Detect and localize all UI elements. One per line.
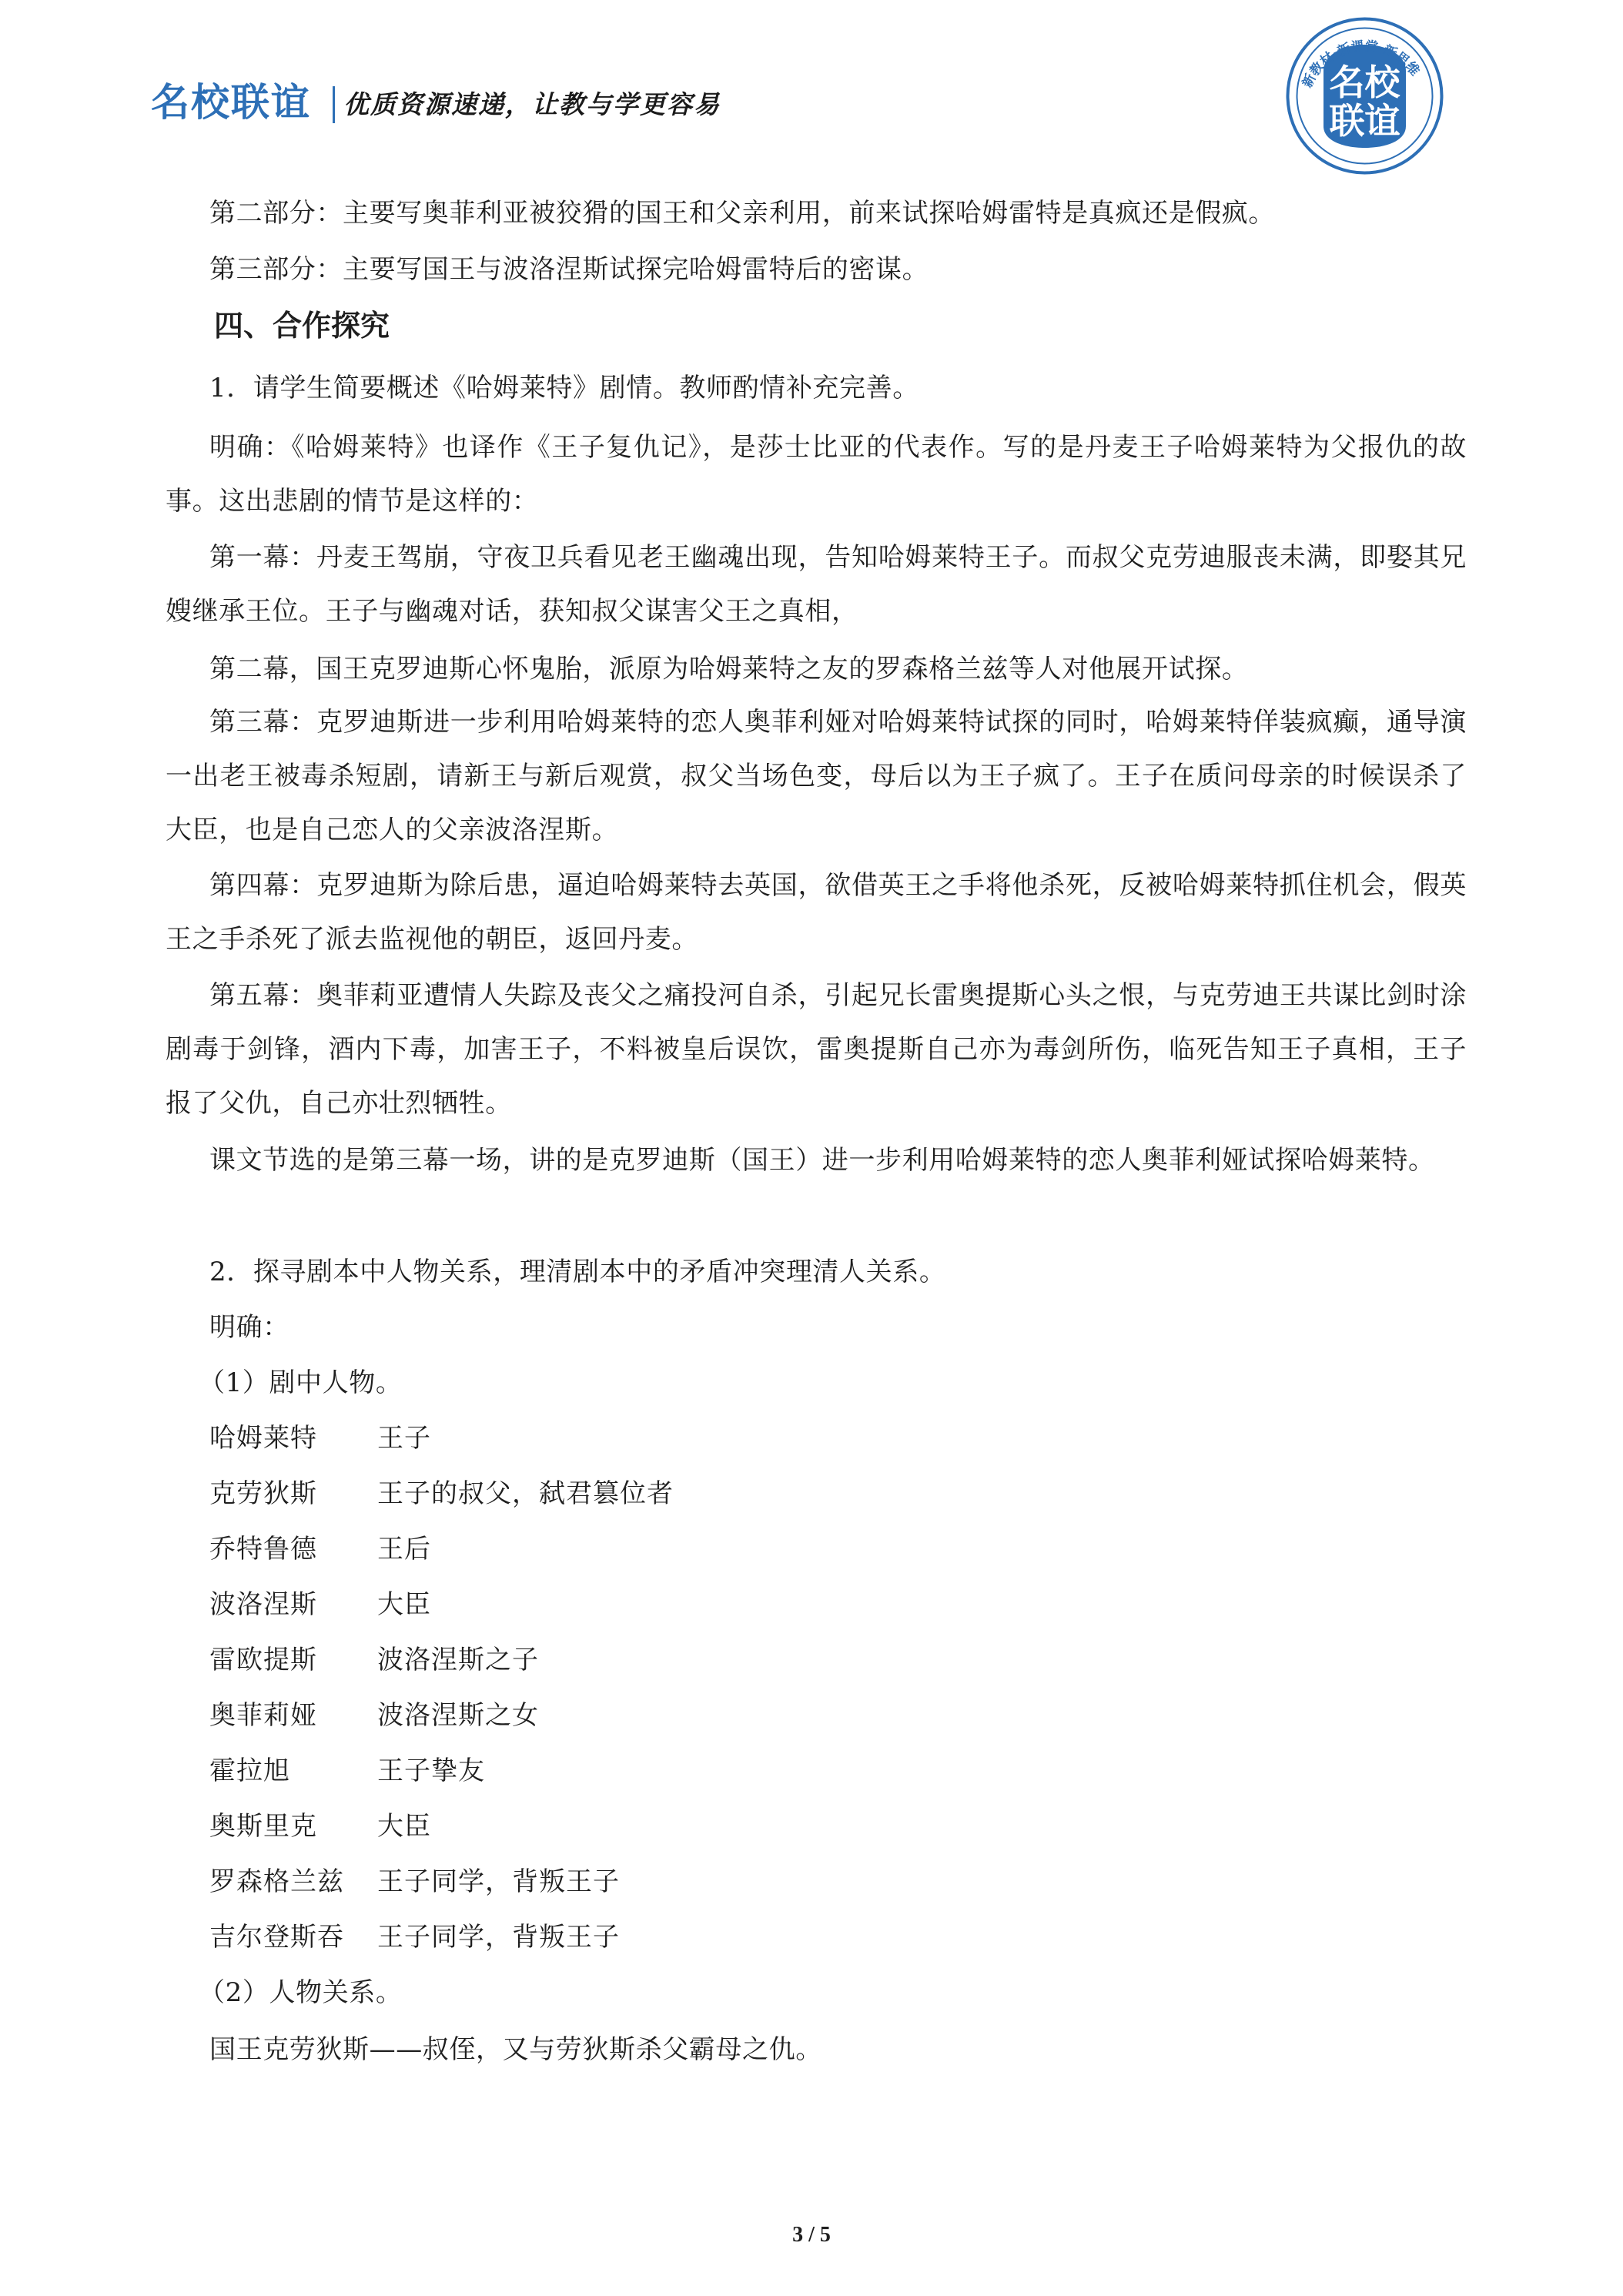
seal-title-top: 名校 xyxy=(1329,62,1400,103)
act1-paragraph: 第一幕：丹麦王驾崩，守夜卫兵看见老王幽魂出现，告知哈姆莱特王子。而叔父克劳迪服丧未满，即娶其兄嫂继承王位。王子与幽魂对话，获知叔父谋害父王之真相， xyxy=(166,542,1467,627)
section-heading: 四、合作探究 xyxy=(214,309,390,343)
character-desc: 波洛涅斯之子 xyxy=(377,1645,539,1675)
character-name: 奥菲莉娅 xyxy=(209,1700,317,1731)
header-slogan: 优质资源速递，让教与学更容易 xyxy=(343,89,721,119)
seal-ring-text: 新教材·新课堂·新思维 xyxy=(1300,38,1423,91)
act3-paragraph: 第三幕：克罗迪斯进一步利用哈姆莱特的恋人奥菲利娅对哈姆莱特试探的同时，哈姆莱特佯装疯癫，通导演一出老王被毒杀短剧，请新王与新后观赏，叔父当场色变，母后以为王子疯了。王子在质问母亲的时候误杀了大臣，也是自己恋人的父亲波洛涅斯。 xyxy=(166,707,1467,845)
seal-logo xyxy=(1286,17,1444,175)
character-desc: 波洛涅斯之女 xyxy=(377,1700,539,1731)
brand-logo-text: 名校联谊 xyxy=(151,80,311,125)
character-desc: 王子的叔父，弑君篡位者 xyxy=(377,1478,674,1509)
character-desc: 王子同学，背叛王子 xyxy=(377,1866,620,1897)
part3-text: 第三部分：主要写国王与波洛涅斯试探完哈姆雷特后的密谋。 xyxy=(209,254,929,285)
characters-heading: （1）剧中人物。 xyxy=(199,1367,403,1398)
question-2: 2．探寻剧本中人物关系，理清剧本中的矛盾冲突理清人关系。 xyxy=(209,1257,946,1287)
character-name: 吉尔登斯吞 xyxy=(209,1922,344,1953)
header-divider xyxy=(333,86,335,123)
character-name: 奥斯里克 xyxy=(209,1811,317,1842)
relation-line: 国王克劳狄斯——叔侄，又与劳狄斯杀父霸母之仇。 xyxy=(209,2034,822,2065)
mingque-paragraph: 明确：《哈姆莱特》也译作《王子复仇记》，是莎士比亚的代表作。写的是丹麦王子哈姆莱特为父报仇的故事。这出悲剧的情节是这样的： xyxy=(166,432,1467,517)
page-header xyxy=(0,0,1623,192)
act5-paragraph: 第五幕：奥菲莉亚遭情人失踪及丧父之痛投河自杀，引起兄长雷奥提斯心头之恨，与克劳迪王共谋比剑时涂剧毒于剑锋，酒内下毒，加害王子，不料被皇后误饮，雷奥提斯自己亦为毒剑所伤，临死告知王子真相，王子报了父仇，自己亦壮烈牺牲。 xyxy=(166,980,1467,1119)
act2-text: 第二幕，国王克罗迪斯心怀鬼胎，派原为哈姆莱特之友的罗森格兰兹等人对他展开试探。 xyxy=(209,654,1249,684)
excerpt-paragraph: 课文节选的是第三幕一场，讲的是克罗迪斯（国王）进一步利用哈姆莱特的恋人奥菲利娅试探哈姆莱特。 xyxy=(209,1145,1435,1176)
page-number: 3 / 5 xyxy=(792,2223,831,2247)
relations-heading: （2）人物关系。 xyxy=(199,1977,403,2008)
character-name: 哈姆莱特 xyxy=(209,1423,317,1454)
question-1: 1．请学生简要概述《哈姆莱特》剧情。教师酌情补充完善。 xyxy=(209,373,919,403)
act4-paragraph: 第四幕：克罗迪斯为除后患，逼迫哈姆莱特去英国，欲借英王之手将他杀死，反被哈姆莱特抓住机会，假英王之手杀死了派去监视他的朝臣，返回丹麦。 xyxy=(166,870,1467,955)
character-name: 雷欧提斯 xyxy=(209,1645,317,1675)
character-name: 乔特鲁德 xyxy=(209,1534,317,1565)
character-desc: 大臣 xyxy=(377,1589,431,1620)
part2-text: 第二部分：主要写奥菲利亚被狡猾的国王和父亲利用，前来试探哈姆雷特是真疯还是假疯。 xyxy=(209,198,1275,229)
character-desc: 王子挚友 xyxy=(377,1755,485,1786)
character-name: 克劳狄斯 xyxy=(209,1478,317,1509)
character-desc: 王后 xyxy=(377,1534,431,1565)
mingque-label: 明确： xyxy=(209,1312,289,1343)
character-desc: 王子 xyxy=(377,1423,431,1454)
character-desc: 大臣 xyxy=(377,1811,431,1842)
character-name: 波洛涅斯 xyxy=(209,1589,317,1620)
character-desc: 王子同学，背叛王子 xyxy=(377,1922,620,1953)
seal-title-bottom: 联谊 xyxy=(1329,100,1400,142)
character-name: 霍拉旭 xyxy=(209,1755,290,1786)
character-name: 罗森格兰兹 xyxy=(209,1866,344,1897)
